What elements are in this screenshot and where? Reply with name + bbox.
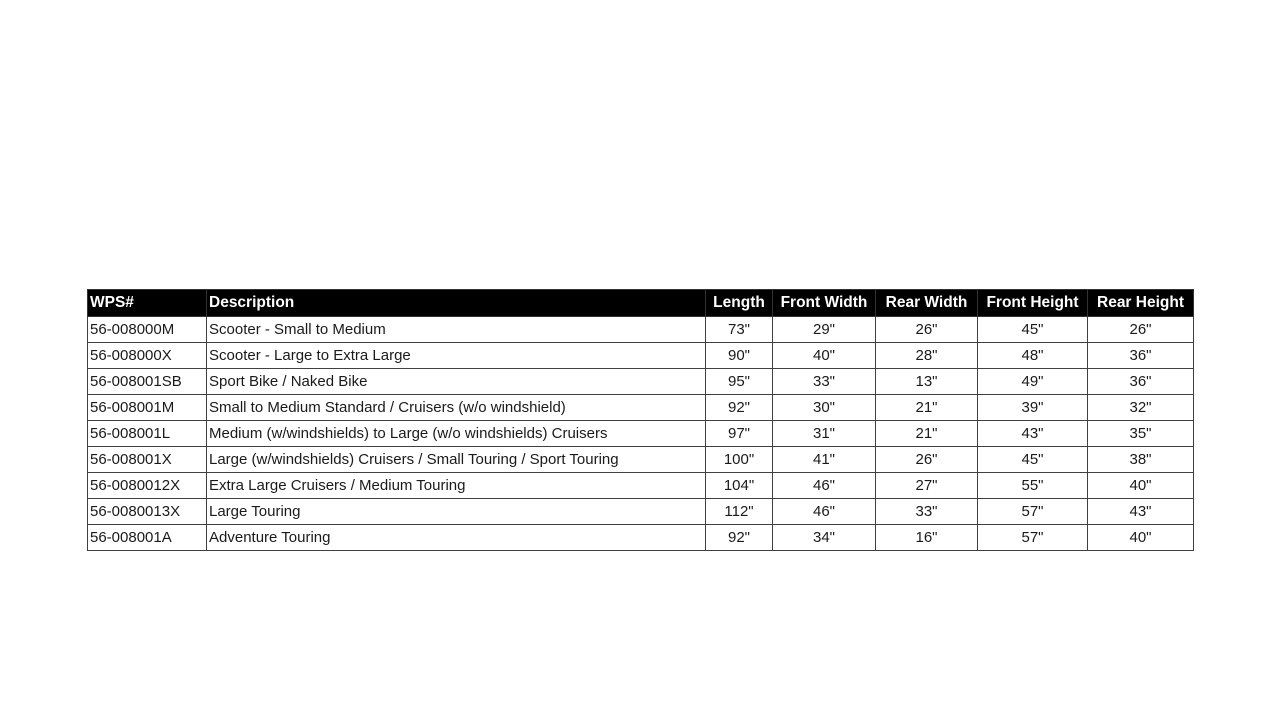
col-header-front-width: Front Width <box>773 290 876 317</box>
cell-rear-height: 32" <box>1088 395 1194 421</box>
cell-rear-width: 21" <box>876 395 978 421</box>
cell-front-width: 46" <box>773 473 876 499</box>
cell-front-width: 40" <box>773 343 876 369</box>
cell-description: Large (w/windshields) Cruisers / Small Touring / Sport Touring <box>207 447 706 473</box>
cell-length: 97" <box>706 421 773 447</box>
cell-rear-width: 21" <box>876 421 978 447</box>
cell-wps: 56-008001X <box>88 447 207 473</box>
cell-rear-height: 35" <box>1088 421 1194 447</box>
cell-length: 112" <box>706 499 773 525</box>
cell-rear-height: 40" <box>1088 473 1194 499</box>
cell-wps: 56-008001M <box>88 395 207 421</box>
cell-length: 104" <box>706 473 773 499</box>
cell-front-width: 41" <box>773 447 876 473</box>
cell-wps: 56-008001L <box>88 421 207 447</box>
cell-front-height: 49" <box>978 369 1088 395</box>
motorcycle-cover-sizing-table <box>87 289 1194 551</box>
cell-description: Large Touring <box>207 499 706 525</box>
cell-rear-width: 26" <box>876 447 978 473</box>
cell-front-width: 29" <box>773 317 876 343</box>
cell-description: Sport Bike / Naked Bike <box>207 369 706 395</box>
cell-front-height: 57" <box>978 499 1088 525</box>
table-row <box>88 525 1194 551</box>
cell-rear-height: 40" <box>1088 525 1194 551</box>
cell-length: 92" <box>706 395 773 421</box>
cell-description: Scooter - Small to Medium <box>207 317 706 343</box>
table-row <box>88 499 1194 525</box>
cell-front-width: 30" <box>773 395 876 421</box>
table-body <box>88 317 1194 551</box>
cell-rear-width: 33" <box>876 499 978 525</box>
cell-length: 92" <box>706 525 773 551</box>
table-row <box>88 447 1194 473</box>
cell-front-height: 45" <box>978 317 1088 343</box>
cell-description: Medium (w/windshields) to Large (w/o windshields) Cruisers <box>207 421 706 447</box>
cell-length: 90" <box>706 343 773 369</box>
cell-length: 95" <box>706 369 773 395</box>
cell-rear-width: 13" <box>876 369 978 395</box>
cell-rear-width: 27" <box>876 473 978 499</box>
cell-front-height: 48" <box>978 343 1088 369</box>
cell-front-height: 43" <box>978 421 1088 447</box>
cell-wps: 56-008001A <box>88 525 207 551</box>
cell-rear-height: 38" <box>1088 447 1194 473</box>
cell-length: 73" <box>706 317 773 343</box>
cell-front-height: 39" <box>978 395 1088 421</box>
table-row <box>88 369 1194 395</box>
cell-description: Scooter - Large to Extra Large <box>207 343 706 369</box>
col-header-length: Length <box>706 290 773 317</box>
cell-rear-width: 26" <box>876 317 978 343</box>
cell-wps: 56-008000X <box>88 343 207 369</box>
cell-front-height: 55" <box>978 473 1088 499</box>
table-row <box>88 343 1194 369</box>
cell-description: Small to Medium Standard / Cruisers (w/o windshield) <box>207 395 706 421</box>
cell-rear-height: 26" <box>1088 317 1194 343</box>
cell-front-width: 46" <box>773 499 876 525</box>
cell-front-height: 57" <box>978 525 1088 551</box>
cell-rear-height: 36" <box>1088 343 1194 369</box>
cell-rear-height: 43" <box>1088 499 1194 525</box>
table-row <box>88 317 1194 343</box>
cell-rear-width: 28" <box>876 343 978 369</box>
cell-front-width: 31" <box>773 421 876 447</box>
cell-description: Adventure Touring <box>207 525 706 551</box>
cell-wps: 56-008001SB <box>88 369 207 395</box>
cell-rear-height: 36" <box>1088 369 1194 395</box>
cell-wps: 56-0080012X <box>88 473 207 499</box>
col-header-rear-height: Rear Height <box>1088 290 1194 317</box>
col-header-front-height: Front Height <box>978 290 1088 317</box>
col-header-rear-width: Rear Width <box>876 290 978 317</box>
cell-front-height: 45" <box>978 447 1088 473</box>
cell-front-width: 34" <box>773 525 876 551</box>
table-header-row <box>88 290 1194 317</box>
cell-wps: 56-008000M <box>88 317 207 343</box>
table-row <box>88 473 1194 499</box>
table-row <box>88 395 1194 421</box>
cell-length: 100" <box>706 447 773 473</box>
col-header-wps: WPS# <box>88 290 207 317</box>
col-header-description: Description <box>207 290 706 317</box>
cell-front-width: 33" <box>773 369 876 395</box>
cell-description: Extra Large Cruisers / Medium Touring <box>207 473 706 499</box>
sizing-table-container <box>87 289 1194 551</box>
cell-rear-width: 16" <box>876 525 978 551</box>
table-row <box>88 421 1194 447</box>
cell-wps: 56-0080013X <box>88 499 207 525</box>
